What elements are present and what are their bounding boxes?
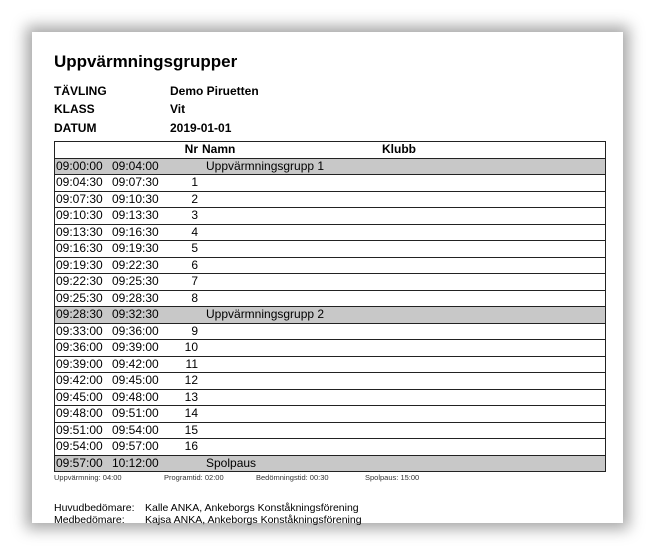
start-number: 2 [174,191,201,208]
start-number [174,158,201,175]
end-time: 09:39:00 [111,340,174,357]
skater-name [201,274,381,291]
table-row [55,241,606,258]
group-row [55,158,606,175]
end-time: 09:28:30 [111,290,174,307]
group-row [55,307,606,324]
start-number: 5 [174,241,201,258]
skater-name [201,356,381,373]
summary-break: Spolpaus: 15:00 [365,473,420,482]
club-name [381,340,606,357]
skater-name [201,257,381,274]
skater-name [201,290,381,307]
meta-value: Demo Piruetten [170,84,259,98]
club-name [381,257,606,274]
club-name [381,191,606,208]
skater-name [201,439,381,456]
start-number [174,307,201,324]
table-row [55,208,606,225]
start-time: 09:28:30 [55,307,112,324]
club-name [381,323,606,340]
skater-name [201,340,381,357]
start-number: 12 [174,373,201,390]
start-number [174,455,201,472]
table-row [55,422,606,439]
skater-name [201,208,381,225]
start-number: 16 [174,439,201,456]
meta-value: Vit [170,102,186,116]
table-header-row [55,142,606,159]
end-time: 09:48:00 [111,389,174,406]
header-start [55,142,112,159]
skater-name [201,191,381,208]
end-time: 09:54:00 [111,422,174,439]
judge-name: Kajsa ANKA, Ankeborgs Konståkningsförening [145,514,362,526]
end-time: 09:32:30 [111,307,174,324]
meta-label: DATUM [54,121,97,135]
club-name [381,455,606,472]
skater-name [201,323,381,340]
header-end [111,142,174,159]
start-time: 09:07:30 [55,191,112,208]
start-number: 10 [174,340,201,357]
start-time: 09:48:00 [55,406,112,423]
summary-program: Programtid: 02:00 [164,473,224,482]
start-time: 09:25:30 [55,290,112,307]
start-time: 09:13:30 [55,224,112,241]
club-name [381,241,606,258]
start-time: 09:45:00 [55,389,112,406]
group-row [55,455,606,472]
judge-role: Huvudbedömare: [54,502,135,514]
report-page [32,32,623,526]
end-time: 09:45:00 [111,373,174,390]
end-time: 10:12:00 [111,455,174,472]
schedule-table [54,141,606,472]
skater-name [201,241,381,258]
end-time: 09:25:30 [111,274,174,291]
start-number: 6 [174,257,201,274]
start-time: 09:42:00 [55,373,112,390]
end-time: 09:22:30 [111,257,174,274]
skater-name: Uppvärmningsgrupp 1 [201,158,381,175]
end-time: 09:42:00 [111,356,174,373]
table-row [55,323,606,340]
start-number: 14 [174,406,201,423]
judge-name: Kalle ANKA, Ankeborgs Konståkningsförening [145,502,359,514]
start-time: 09:00:00 [55,158,112,175]
start-time: 09:36:00 [55,340,112,357]
end-time: 09:57:00 [111,439,174,456]
end-time: 09:10:30 [111,191,174,208]
table-body [55,158,606,472]
table-row [55,290,606,307]
club-name [381,224,606,241]
end-time: 09:16:30 [111,224,174,241]
end-time: 09:13:30 [111,208,174,225]
start-time: 09:33:00 [55,323,112,340]
club-name [381,290,606,307]
table-row [55,175,606,192]
header-name: Namn [201,142,381,159]
skater-name [201,422,381,439]
start-number: 15 [174,422,201,439]
skater-name: Spolpaus [201,455,381,472]
table-row [55,274,606,291]
skater-name: Uppvärmningsgrupp 2 [201,307,381,324]
start-time: 09:10:30 [55,208,112,225]
meta-label: TÄVLING [54,84,107,98]
club-name [381,439,606,456]
club-name [381,274,606,291]
table-row [55,373,606,390]
start-time: 09:39:00 [55,356,112,373]
start-number: 3 [174,208,201,225]
club-name [381,175,606,192]
start-number: 1 [174,175,201,192]
club-name [381,307,606,324]
header-club: Klubb [381,142,606,159]
table-row [55,340,606,357]
end-time: 09:36:00 [111,323,174,340]
end-time: 09:04:00 [111,158,174,175]
end-time: 09:19:30 [111,241,174,258]
header-nr: Nr [174,142,201,159]
table-row [55,356,606,373]
club-name [381,208,606,225]
meta-value: 2019-01-01 [170,121,232,135]
skater-name [201,389,381,406]
table-row [55,224,606,241]
skater-name [201,373,381,390]
table-row [55,406,606,423]
start-number: 8 [174,290,201,307]
table-row [55,191,606,208]
club-name [381,406,606,423]
report-title: Uppvärmningsgrupper [54,52,238,71]
start-time: 09:51:00 [55,422,112,439]
start-number: 9 [174,323,201,340]
start-time: 09:22:30 [55,274,112,291]
table-row [55,389,606,406]
start-number: 7 [174,274,201,291]
skater-name [201,175,381,192]
table-row [55,439,606,456]
club-name [381,389,606,406]
summary-judging: Bedömningstid: 00:30 [256,473,329,482]
meta-label: KLASS [54,102,95,116]
end-time: 09:07:30 [111,175,174,192]
start-number: 4 [174,224,201,241]
start-number: 13 [174,389,201,406]
start-number: 11 [174,356,201,373]
end-time: 09:51:00 [111,406,174,423]
club-name [381,356,606,373]
summary-warmup: Uppvärmning: 04:00 [54,473,122,482]
start-time: 09:57:00 [55,455,112,472]
start-time: 09:54:00 [55,439,112,456]
club-name [381,158,606,175]
start-time: 09:04:30 [55,175,112,192]
start-time: 09:16:30 [55,241,112,258]
judge-role: Medbedömare: [54,514,125,526]
start-time: 09:19:30 [55,257,112,274]
skater-name [201,224,381,241]
table-row [55,257,606,274]
club-name [381,422,606,439]
skater-name [201,406,381,423]
club-name [381,373,606,390]
